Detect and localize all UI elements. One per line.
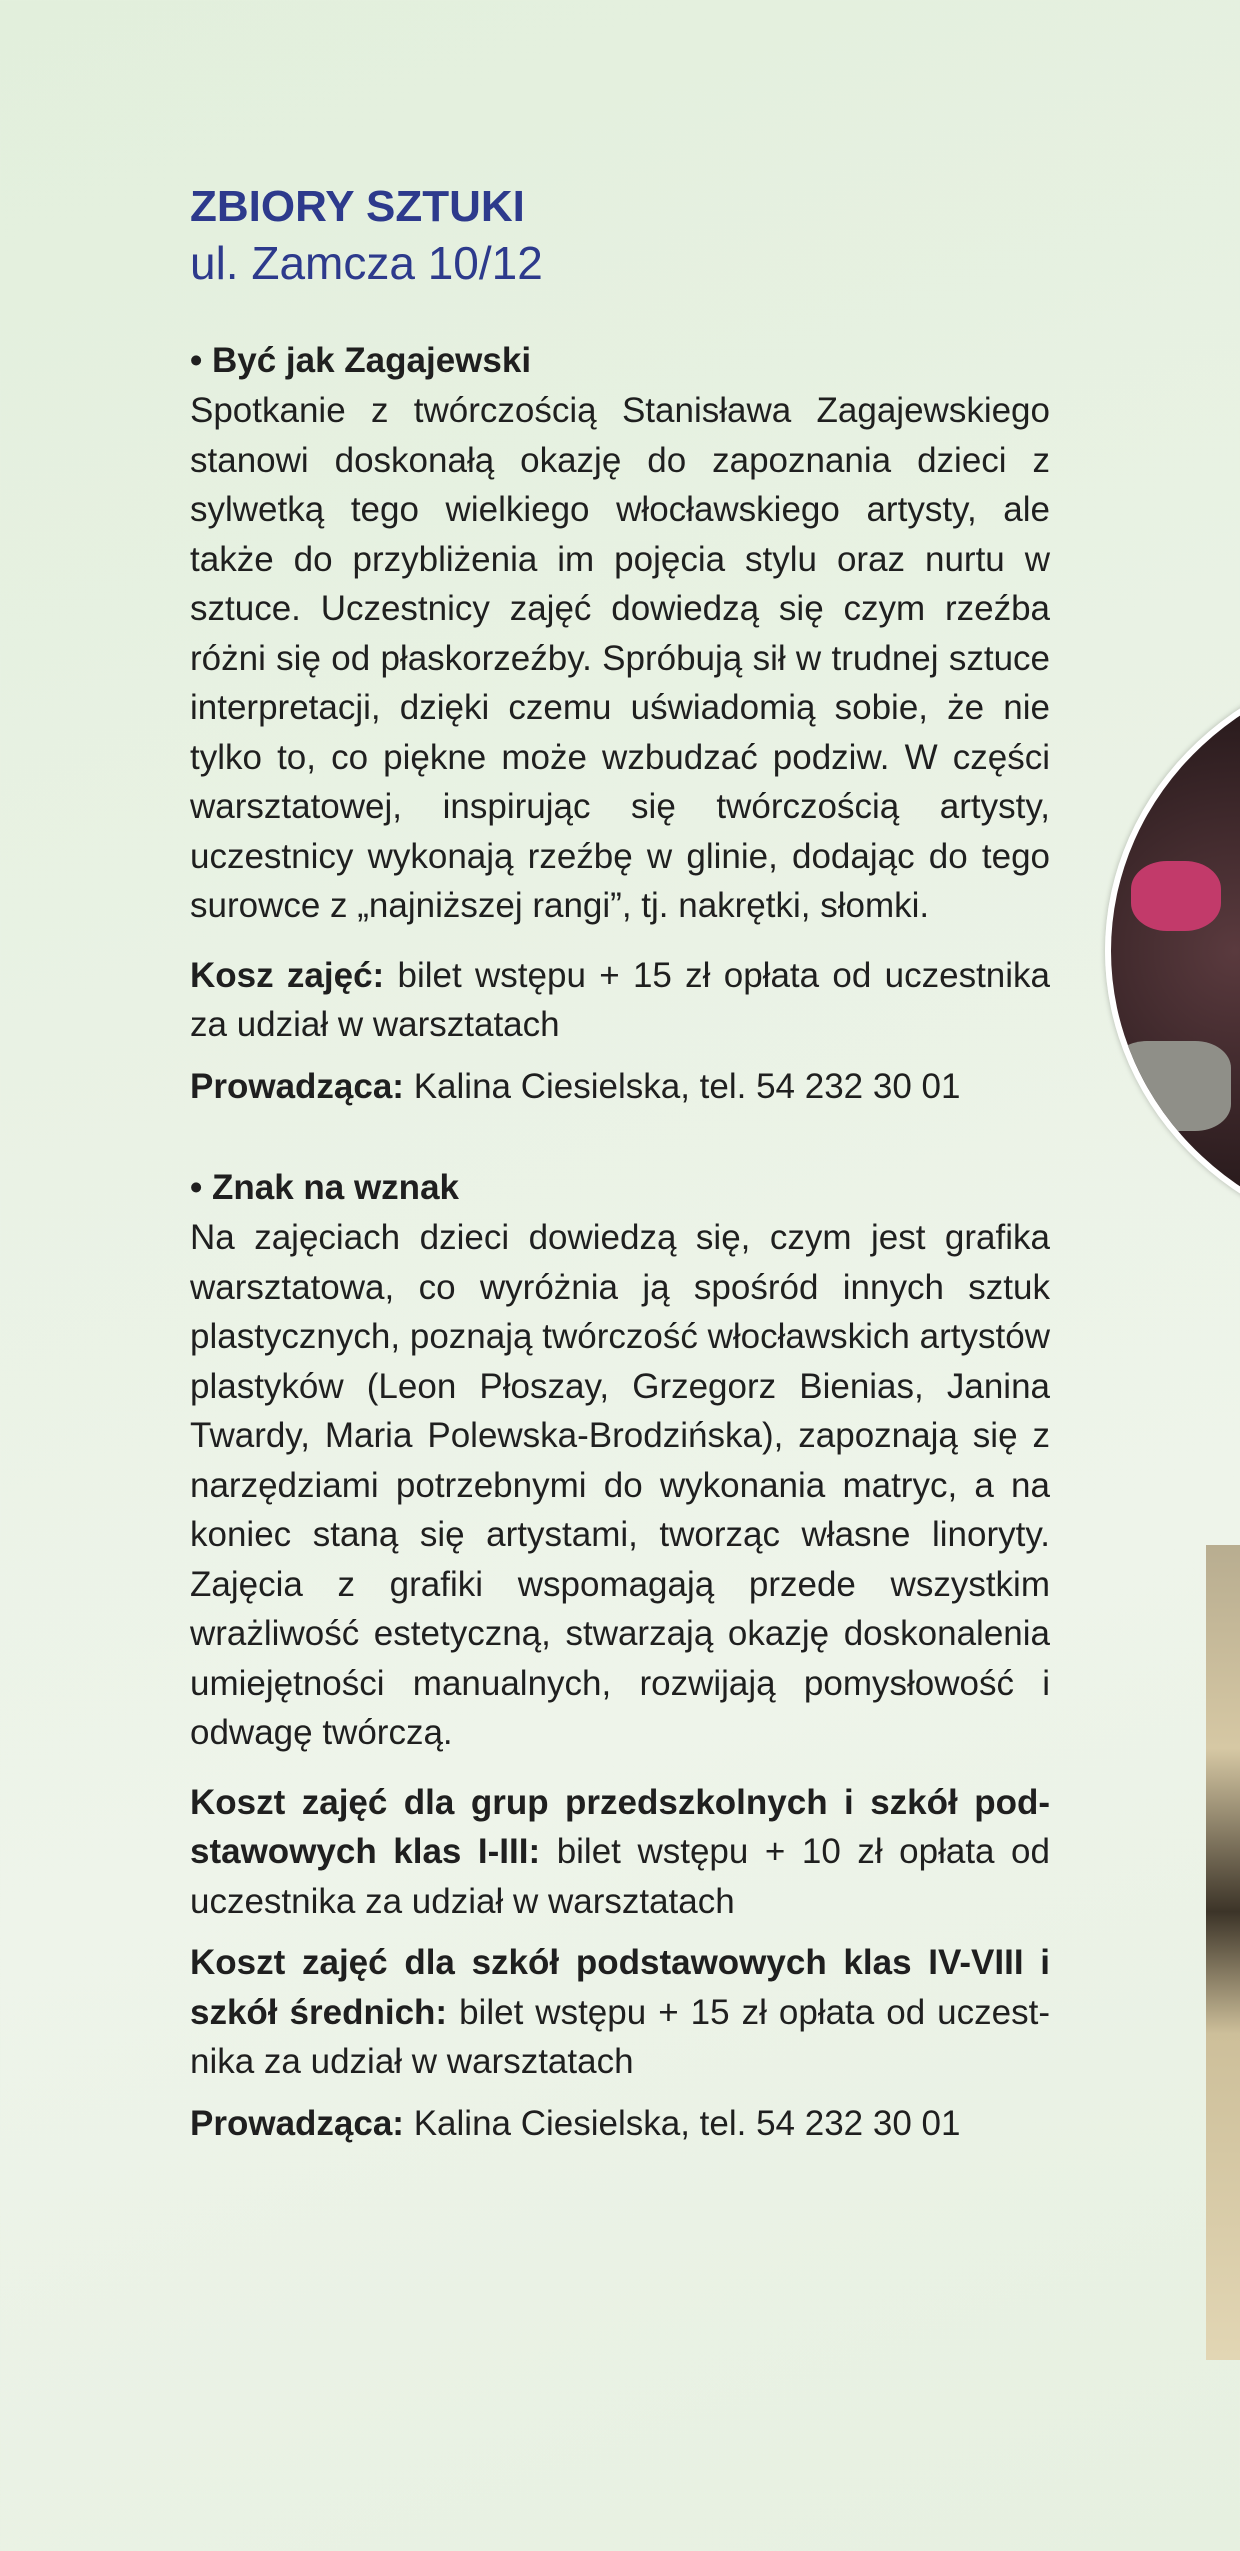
- detail-label: Koszt zajęć dla grup przedszkolnych i szkół podstawowych klas I-III:: [190, 1782, 1050, 1871]
- cost-detail: [190, 951, 1050, 1050]
- workshop-section: [190, 336, 1050, 1111]
- detail-text: Kalina Ciesielska, tel. 54 232 30 01: [413, 2103, 961, 2143]
- cost-detail: [190, 1938, 1050, 2087]
- venue-address: ul. Zamcza 10/12: [190, 237, 543, 289]
- instructor-detail: [190, 1062, 1050, 1112]
- photo-detail: [1111, 1041, 1231, 1131]
- detail-label: Kosz zajęć:: [190, 955, 385, 995]
- instructor-detail: [190, 2099, 1050, 2149]
- workshop-description: Spotkanie z twórczością Stanisława Zagajewskiego stanowi doskonałą okazję do zapoznania dzieci z sylwetką tego wielkiego włocławskiego artysty, ale także do przybliżenia im pojęcia stylu oraz nurtu w sztuce. Uczestnicy zajęć dowiedzą się czym rzeźba różni się od płaskorzeźby. Spróbują sił w trudnej sztuce interpretacji, dzięki czemu uświadomią sobie, że nie tylko to, co piękne może wzbudzać podziw. W części warsztatowej, inspirując się twórczością artysty, uczestnicy wykonają rzeźbę w glinie, dodając do tego surowce z „najniższej rangi”, tj. nakrętki, słomki.: [190, 391, 1050, 925]
- detail-label: Prowadząca:: [190, 2103, 404, 2143]
- workshop-title: • Znak na wznak: [190, 1168, 459, 1207]
- cost-detail: [190, 1778, 1050, 1927]
- workshop-title: • Być jak Zagajewski: [190, 341, 532, 380]
- venue-name: ZBIORY SZTUKI: [190, 182, 525, 231]
- photo-detail: [1131, 861, 1221, 931]
- workshop-photo-strip: [1206, 1545, 1240, 2360]
- detail-text: bilet wstępu + 10 zł opłata od uczestnika za udział w warsztatach: [190, 1832, 1050, 1921]
- detail-text: Kalina Ciesielska, tel. 54 232 30 01: [413, 1066, 961, 1106]
- detail-text: bilet wstępu + 15 zł opłata od uczestnika za udział w warsztatach: [190, 955, 1050, 1044]
- workshop-photo-circle: [1105, 655, 1240, 1247]
- main-content: [190, 180, 1050, 2200]
- workshop-section: [190, 1163, 1050, 2148]
- detail-label: Koszt zajęć dla szkół podstawowych klas IV-VIII i szkół średnich:: [190, 1943, 1050, 2032]
- workshop-description: Na zajęciach dzieci dowiedzą się, czym jest grafika warsztatowa, co wyróżnia ją spośród innych sztuk plastycznych, poznają twórczość włocławskich artystów plastyków (Leon Płoszay, Grzegorz Bienias, Janina Twardy, Maria Polewska-Brodzińska), zapoznają się z narzędziami potrzebnymi do wykonania matryc, a na koniec staną się artystami, tworząc własne linoryty. Zajęcia z grafiki wspomagają przede wszystkim wrażliwość estetyczną, stwarzają okazję doskonalenia umiejętności manualnych, rozwijają pomysłowość i odwagę twórczą.: [190, 1218, 1050, 1752]
- detail-text: bilet wstępu + 15 zł opłata od uczestnika za udział w warsztatach: [190, 1992, 1050, 2081]
- detail-label: Prowadząca:: [190, 1066, 404, 1106]
